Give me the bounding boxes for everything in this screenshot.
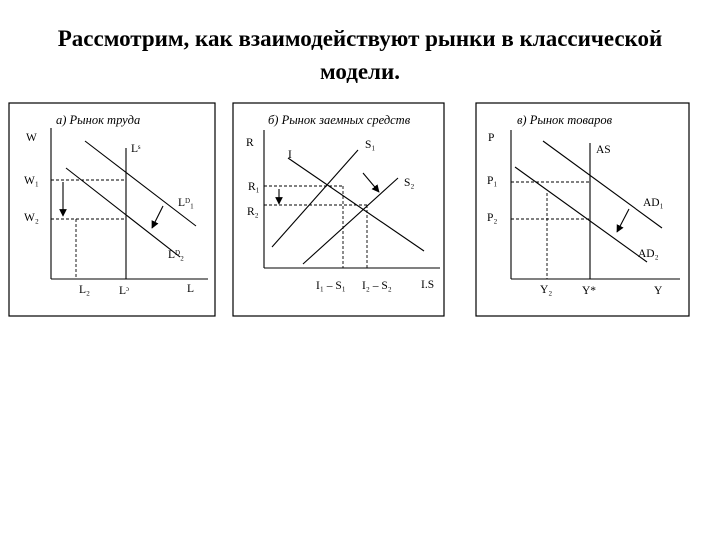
goods-ad1-label: AD₁ bbox=[643, 197, 664, 209]
labor-market-panel bbox=[9, 103, 215, 316]
loanable-s1-label: S₁ bbox=[365, 139, 376, 151]
goods-p1-label: P₁ bbox=[487, 175, 498, 187]
loanable-funds-panel bbox=[233, 103, 444, 316]
labor-ld2-label: Lᴰ₂ bbox=[168, 249, 184, 261]
loanable-x2-label: I₂ – S₂ bbox=[362, 280, 392, 292]
labor-l2-label: L₂ bbox=[79, 284, 91, 296]
loanable-x1-label: I₁ – S₁ bbox=[316, 280, 346, 292]
goods-market-panel bbox=[476, 103, 689, 316]
goods-y-label: P bbox=[488, 132, 495, 144]
goods-x-label: Y bbox=[654, 285, 663, 297]
labor-w1-label: W₁ bbox=[24, 175, 39, 187]
goods-title: в) Рынок товаров bbox=[517, 113, 613, 127]
labor-demand-2-line bbox=[66, 168, 180, 257]
title-line-1: Рассмотрим, как взаимодействуют рынки в классической bbox=[57, 26, 663, 51]
goods-ad2-label: AD₂ bbox=[638, 248, 659, 260]
loanable-title: б) Рынок заемных средств bbox=[268, 113, 411, 127]
goods-yf-label: Y* bbox=[582, 285, 597, 297]
labor-demand-1-line bbox=[85, 141, 196, 226]
labor-ld1-label: Lᴰ₁ bbox=[178, 197, 194, 209]
loanable-y-label: R bbox=[246, 137, 254, 149]
goods-as-label: AS bbox=[596, 144, 611, 156]
goods-p2-label: P₂ bbox=[487, 212, 498, 224]
labor-x-label: L bbox=[187, 283, 195, 295]
labor-y-label: W bbox=[26, 132, 37, 144]
loanable-r2-label: R₂ bbox=[247, 206, 259, 218]
loanable-s2-label: S₂ bbox=[404, 177, 415, 189]
aggregate-demand-2-line bbox=[515, 167, 647, 262]
goods-demand-shift-arrow bbox=[617, 209, 629, 232]
savings-1-line bbox=[272, 150, 358, 247]
investment-line bbox=[288, 158, 424, 251]
loanable-savings-shift-arrow bbox=[363, 173, 379, 192]
labor-w2-label: W₂ bbox=[24, 212, 39, 224]
loanable-r1-label: R₁ bbox=[248, 181, 260, 193]
goods-y2-label: Y₂ bbox=[540, 284, 553, 296]
labor-frame bbox=[9, 103, 215, 316]
savings-2-line bbox=[303, 178, 398, 264]
labor-demand-shift-arrow bbox=[152, 206, 163, 228]
loanable-i-label: I bbox=[288, 149, 292, 161]
labor-lf-label: Lᵓ bbox=[119, 285, 129, 297]
labor-title: а) Рынок труда bbox=[56, 113, 141, 127]
title-line-2: модели. bbox=[320, 59, 400, 84]
loanable-x-label: I.S bbox=[421, 279, 435, 291]
labor-ls-label: Lˢ bbox=[131, 143, 141, 155]
